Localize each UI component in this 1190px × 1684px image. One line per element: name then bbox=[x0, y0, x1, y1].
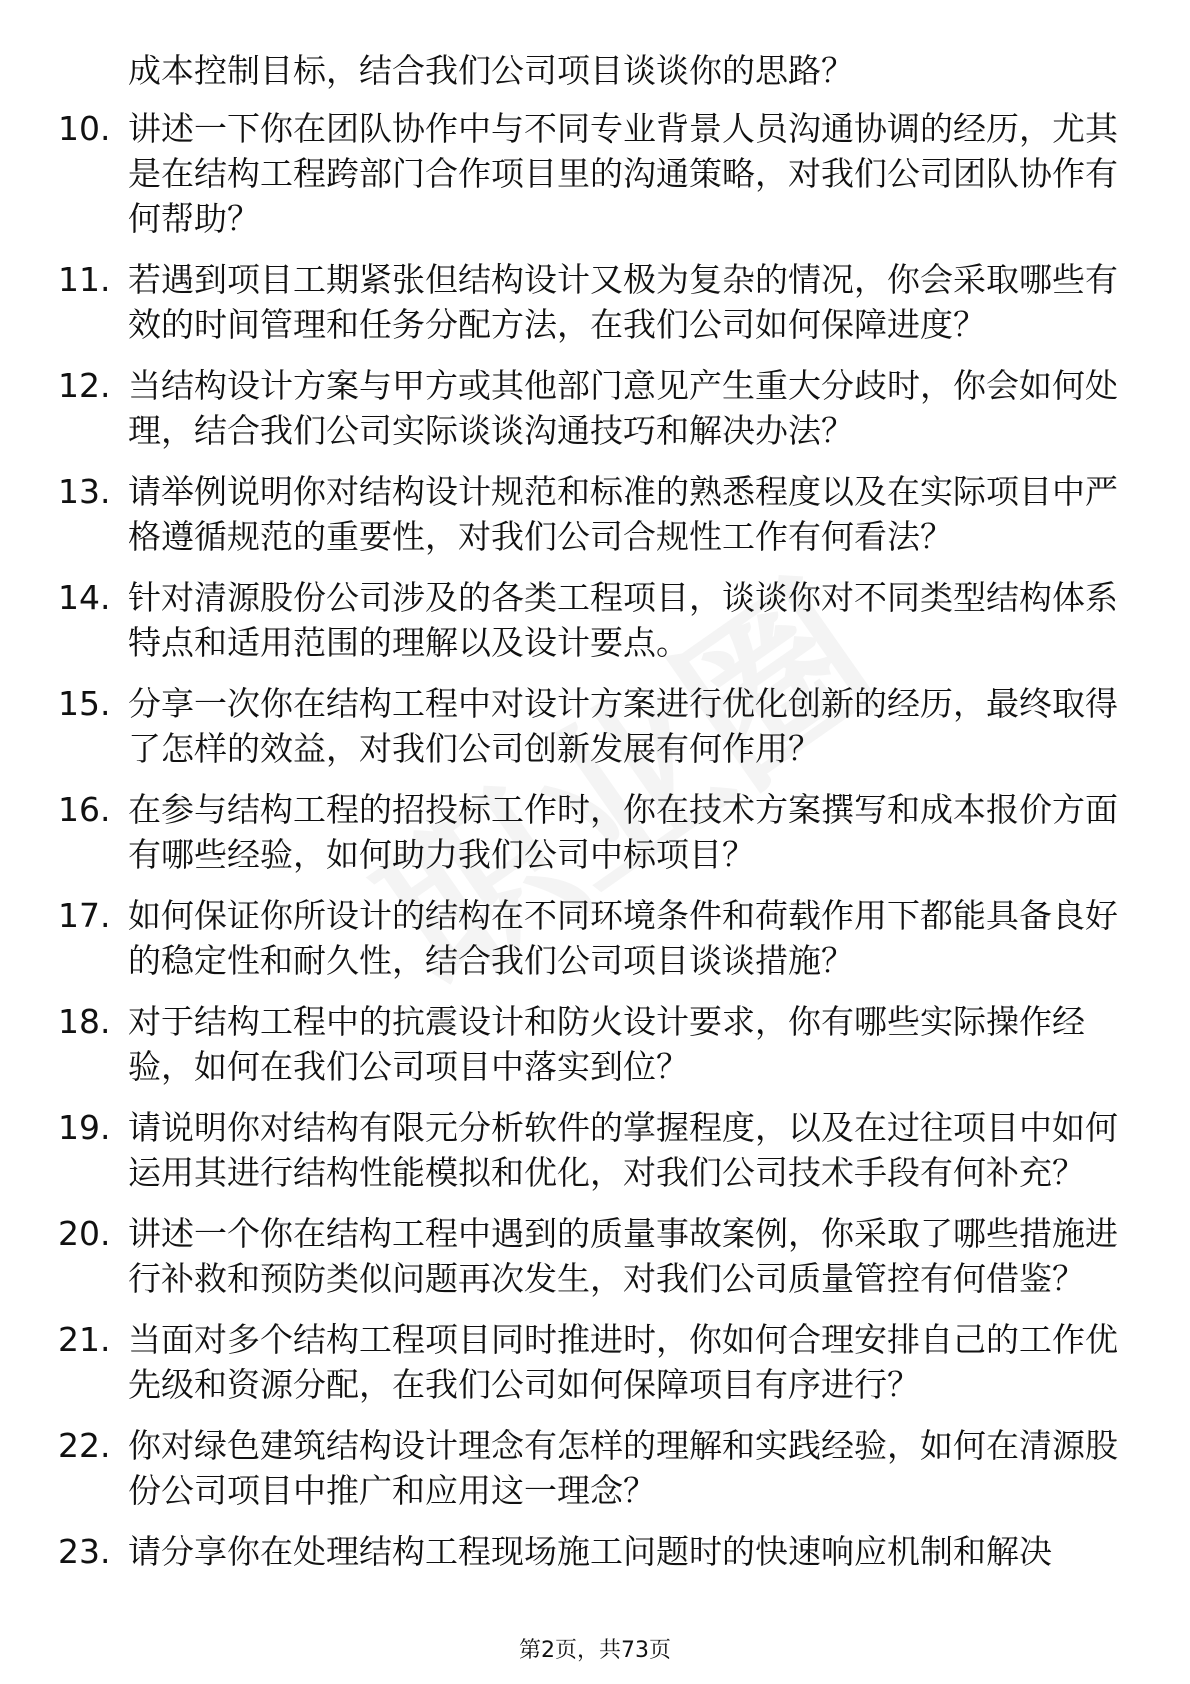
question-number: 10. bbox=[58, 109, 111, 148]
question-number: 15. bbox=[58, 684, 111, 723]
question-text: 当面对多个结构工程项目同时推进时，你如何合理安排自己的工作优先级和资源分配，在我们公司如何保障项目有序进行？ bbox=[128, 1320, 1118, 1404]
continuation-text: 成本控制目标，结合我们公司项目谈谈你的思路？ bbox=[128, 51, 854, 90]
question-text: 当结构设计方案与甲方或其他部门意见产生重大分歧时，你会如何处理，结合我们公司实际谈谈沟通技巧和解决办法？ bbox=[128, 366, 1118, 450]
question-text: 你对绿色建筑结构设计理念有怎样的理解和实践经验，如何在清源股份公司项目中推广和应用这一理念？ bbox=[128, 1426, 1118, 1510]
question-item bbox=[58, 1211, 1138, 1301]
question-number: 20. bbox=[58, 1214, 111, 1253]
question-item bbox=[58, 469, 1138, 559]
question-item bbox=[58, 1529, 1138, 1574]
question-text: 分享一次你在结构工程中对设计方案进行优化创新的经历，最终取得了怎样的效益，对我们公司创新发展有何作用？ bbox=[128, 684, 1118, 768]
question-text: 讲述一个你在结构工程中遇到的质量事故案例，你采取了哪些措施进行补救和预防类似问题再次发生，对我们公司质量管控有何借鉴？ bbox=[128, 1214, 1118, 1298]
question-number: 17. bbox=[58, 896, 111, 935]
question-number: 12. bbox=[58, 366, 111, 405]
question-number: 19. bbox=[58, 1108, 111, 1147]
question-text: 对于结构工程中的抗震设计和防火设计要求，你有哪些实际操作经验，如何在我们公司项目中落实到位？ bbox=[128, 1002, 1085, 1086]
question-text: 如何保证你所设计的结构在不同环境条件和荷载作用下都能具备良好的稳定性和耐久性，结合我们公司项目谈谈措施？ bbox=[128, 896, 1118, 980]
page-footer: 第2页，共73页 bbox=[519, 1638, 671, 1663]
question-number: 18. bbox=[58, 1002, 111, 1041]
question-item bbox=[58, 787, 1138, 877]
question-number: 13. bbox=[58, 472, 111, 511]
question-text: 讲述一下你在团队协作中与不同专业背景人员沟通协调的经历，尤其是在结构工程跨部门合作项目里的沟通策略，对我们公司团队协作有何帮助？ bbox=[128, 109, 1118, 238]
question-item bbox=[58, 106, 1138, 241]
question-number: 11. bbox=[58, 260, 111, 299]
question-item bbox=[58, 363, 1138, 453]
question-item bbox=[58, 1105, 1138, 1195]
question-number: 23. bbox=[58, 1532, 111, 1571]
question-text: 若遇到项目工期紧张但结构设计又极为复杂的情况，你会采取哪些有效的时间管理和任务分配方法，在我们公司如何保障进度？ bbox=[128, 260, 1118, 344]
question-text: 请分享你在处理结构工程现场施工问题时的快速响应机制和解决 bbox=[128, 1532, 1052, 1571]
question-item bbox=[58, 1317, 1138, 1407]
question-item bbox=[58, 999, 1138, 1089]
question-number: 16. bbox=[58, 790, 111, 829]
question-text: 针对清源股份公司涉及的各类工程项目，谈谈你对不同类型结构体系特点和适用范围的理解以及设计要点。 bbox=[128, 578, 1118, 662]
question-text: 请举例说明你对结构设计规范和标准的熟悉程度以及在实际项目中严格遵循规范的重要性，对我们公司合规性工作有何看法？ bbox=[128, 472, 1118, 556]
question-item bbox=[58, 681, 1138, 771]
question-number: 22. bbox=[58, 1426, 111, 1465]
question-item bbox=[58, 575, 1138, 665]
question-item bbox=[58, 893, 1138, 983]
question-text: 在参与结构工程的招投标工作时，你在技术方案撰写和成本报价方面有哪些经验，如何助力我们公司中标项目？ bbox=[128, 790, 1118, 874]
question-item bbox=[58, 1423, 1138, 1513]
question-text: 请说明你对结构有限元分析软件的掌握程度，以及在过往项目中如何运用其进行结构性能模拟和优化，对我们公司技术手段有何补充？ bbox=[128, 1108, 1118, 1192]
question-number: 21. bbox=[58, 1320, 111, 1359]
question-number: 14. bbox=[58, 578, 111, 617]
question-list bbox=[58, 106, 1138, 1590]
question-item bbox=[58, 257, 1138, 347]
